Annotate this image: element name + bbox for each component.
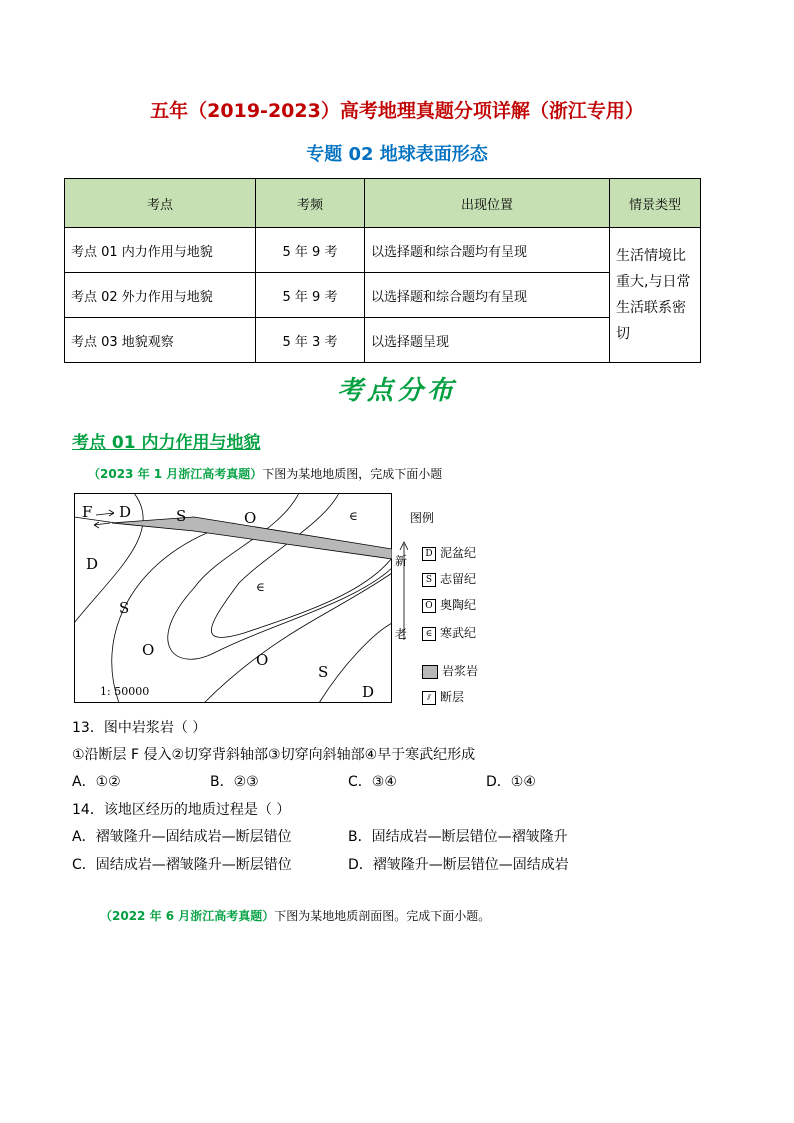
document-title: 五年（2019-2023）高考地理真题分项详解（浙江专用） (150, 100, 644, 122)
map-label: S (119, 599, 130, 617)
legend-title: 图例 (410, 511, 435, 525)
map-label: S (176, 507, 187, 525)
map-label: ∈ (256, 580, 265, 594)
source-tag: （2022 年 6 月浙江高考真题） (100, 909, 275, 923)
table-cell: 以选择题呈现 (365, 318, 610, 363)
header-cell: 考点 (65, 179, 256, 228)
option-a: A．褶皱隆升—固结成岩—断层错位 (72, 829, 292, 845)
table-cell: 以选择题和综合题均有呈现 (365, 273, 610, 318)
scene-line: 重大,与日常 (616, 274, 691, 290)
table-cell: 考点 02 外力作用与地貌 (65, 273, 256, 318)
scene-line: 切 (616, 326, 630, 342)
map-label: ∈ (349, 509, 358, 523)
table-row (65, 228, 701, 273)
table-cell: 5 年 3 考 (256, 318, 365, 363)
summary-table (64, 178, 701, 363)
legend-entry: ⫽ 断层 (422, 688, 464, 705)
header-cell: 出现位置 (365, 179, 610, 228)
question-13-stem: 13．图中岩浆岩（ ） (72, 720, 207, 736)
legend-new: 新 (395, 554, 408, 568)
source-text: 下图为某地地质剖面图。完成下面小题。 (274, 909, 491, 923)
question-13-items: ①沿断层 F 侵入②切穿背斜轴部③切穿向斜轴部④早于寒武纪形成 (72, 747, 476, 763)
legend-entry: ∈ 寒武纪 (422, 624, 476, 641)
table-cell: 5 年 9 考 (256, 273, 365, 318)
map-label: O (244, 509, 257, 527)
question-source (100, 907, 490, 924)
section-title: 考点 01 内力作用与地貌 (72, 433, 261, 453)
option-b: B．固结成岩—断层错位—褶皱隆升 (348, 829, 568, 845)
question-source (88, 465, 442, 482)
option-d: D．①④ (486, 774, 536, 790)
map-label: F (82, 503, 93, 521)
table-header-row (65, 179, 701, 228)
table-cell: 5 年 9 考 (256, 228, 365, 273)
map-scale: 1: 50000 (100, 685, 150, 698)
source-text: 下图为某地地质图，完成下面小题 (262, 467, 443, 481)
legend-entry: S 志留纪 (422, 570, 476, 587)
distribution-heading: 考点分布 (336, 376, 457, 406)
map-label: O (142, 641, 155, 659)
fault-icon: ⫽ (422, 691, 436, 705)
header-cell: 情景类型 (610, 179, 701, 228)
table-cell: 考点 01 内力作用与地貌 (65, 228, 256, 273)
scene-type-cell (610, 228, 701, 363)
option-a: A．①② (72, 774, 121, 790)
map-label: S (318, 663, 329, 681)
map-label: D (119, 503, 132, 521)
table-cell: 以选择题和综合题均有呈现 (365, 228, 610, 273)
scene-line: 生活情境比 (616, 248, 686, 264)
legend-entry: O 奥陶纪 (422, 596, 476, 613)
legend-entry: D 泥盆纪 (422, 544, 476, 561)
question-14-stem: 14．该地区经历的地质过程是（ ） (72, 802, 291, 818)
option-c: C．固结成岩—褶皱隆升—断层错位 (72, 857, 292, 873)
topic-title: 专题 02 地球表面形态 (306, 144, 488, 165)
table-row (65, 273, 701, 318)
map-label: D (86, 555, 99, 573)
option-d: D．褶皱隆升—断层错位—固结成岩 (348, 857, 569, 873)
option-c: C．③④ (348, 774, 397, 790)
legend-entry: 岩浆岩 (422, 662, 478, 679)
table-cell: 考点 03 地貌观察 (65, 318, 256, 363)
option-b: B．②③ (210, 774, 259, 790)
source-tag: （2023 年 1 月浙江高考真题） (88, 467, 263, 481)
header-cell: 考频 (256, 179, 365, 228)
table-row (65, 318, 701, 363)
geologic-map (74, 493, 392, 703)
legend-old: 老 (395, 627, 408, 641)
map-label: O (256, 651, 269, 669)
scene-line: 生活联系密 (616, 300, 686, 316)
map-label: D (362, 683, 375, 701)
